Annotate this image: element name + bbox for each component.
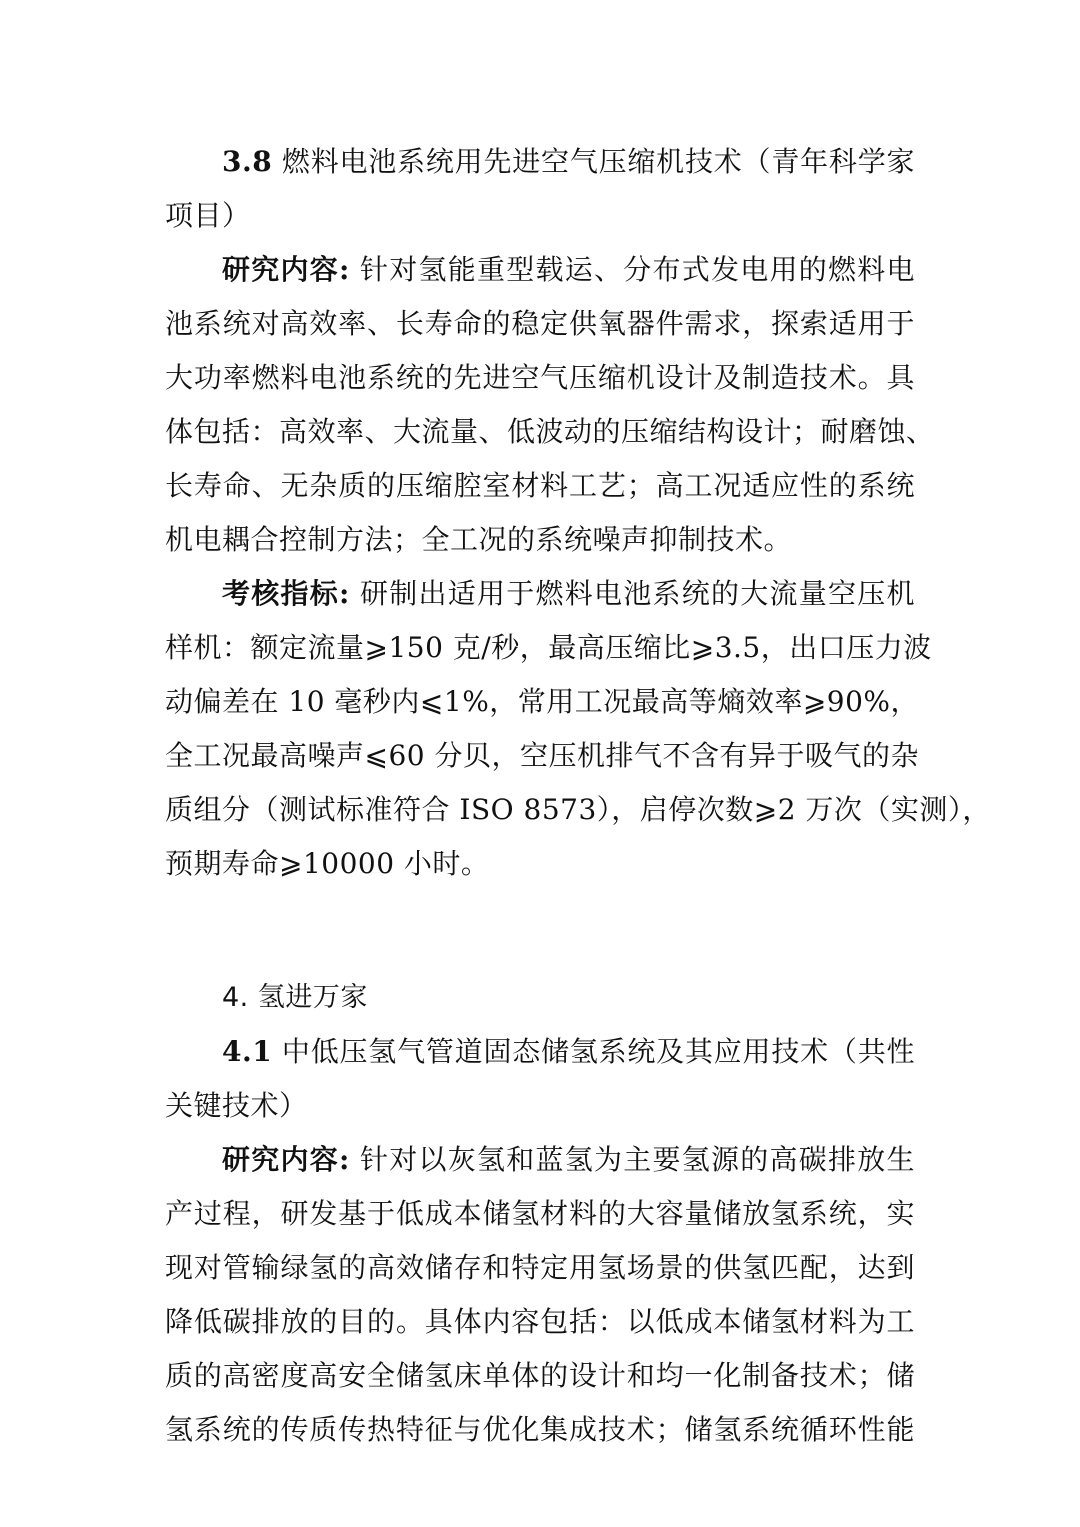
- section-number: 3.8: [222, 145, 273, 178]
- paragraph-line: 动偏差在 10 毫秒内⩽1%，常用工况最高等熵效率⩾90%，: [165, 685, 920, 718]
- paragraph-text: 研制出适用于燃料电池系统的大流量空压机: [360, 577, 915, 610]
- section-3-8-title-cont: 项目）: [165, 199, 251, 232]
- paragraph-line: 产过程，研发基于低成本储氢材料的大容量储放氢系统，实: [165, 1197, 915, 1230]
- paragraph-line: 样机：额定流量⩾150 克/秒，最高压缩比⩾3.5，出口压力波: [165, 631, 932, 664]
- paragraph-line: 全工况最高噪声⩽60 分贝，空压机排气不含有异于吸气的杂: [165, 739, 919, 772]
- research-content-paragraph: [165, 1133, 915, 1187]
- research-label: 研究内容:: [222, 253, 350, 286]
- section-title-text: 中低压氢气管道固态储氢系统及其应用技术（共性: [281, 1035, 915, 1068]
- paragraph-text: 针对氢能重型载运、分布式发电用的燃料电: [360, 253, 915, 286]
- section-4-heading: 4. 氢进万家: [222, 982, 368, 1013]
- paragraph-line: 降低碳排放的目的。具体内容包括：以低成本储氢材料为工: [165, 1305, 915, 1338]
- section-4-1-title-cont: 关键技术）: [165, 1089, 308, 1122]
- paragraph-line: 现对管输绿氢的高效储存和特定用氢场景的供氢匹配，达到: [165, 1251, 915, 1284]
- paragraph-line: 机电耦合控制方法；全工况的系统噪声抑制技术。: [165, 523, 793, 556]
- paragraph-text: 针对以灰氢和蓝氢为主要氢源的高碳排放生: [360, 1143, 915, 1176]
- paragraph-line: 氢系统的传质传热特征与优化集成技术；储氢系统循环性能: [165, 1413, 915, 1446]
- section-spacer: [165, 891, 915, 971]
- section-title-text: 燃料电池系统用先进空气压缩机技术（青年科学家: [281, 145, 915, 178]
- document-page: [165, 135, 991, 1457]
- paragraph-line: 长寿命、无杂质的压缩腔室材料工艺；高工况适应性的系统: [165, 469, 915, 502]
- paragraph-line: 质的高密度高安全储氢床单体的设计和均一化制备技术；储: [165, 1359, 915, 1392]
- metrics-label: 考核指标:: [222, 577, 350, 610]
- metrics-paragraph: [165, 567, 915, 621]
- paragraph-line: 池系统对高效率、长寿命的稳定供氧器件需求，探索适用于: [165, 307, 915, 340]
- research-content-paragraph: [165, 243, 915, 297]
- paragraph-line: 质组分（测试标准符合 ISO 8573），启停次数⩾2 万次（实测），: [165, 793, 991, 826]
- section-3-8-title: [165, 135, 915, 189]
- paragraph-line: 预期寿命⩾10000 小时。: [165, 847, 490, 880]
- research-label: 研究内容:: [222, 1143, 350, 1176]
- section-number: 4.1: [222, 1035, 273, 1068]
- section-4-1-title: [165, 1025, 915, 1079]
- paragraph-line: 大功率燃料电池系统的先进空气压缩机设计及制造技术。具: [165, 361, 915, 394]
- paragraph-line: 体包括：高效率、大流量、低波动的压缩结构设计；耐磨蚀、: [165, 415, 935, 448]
